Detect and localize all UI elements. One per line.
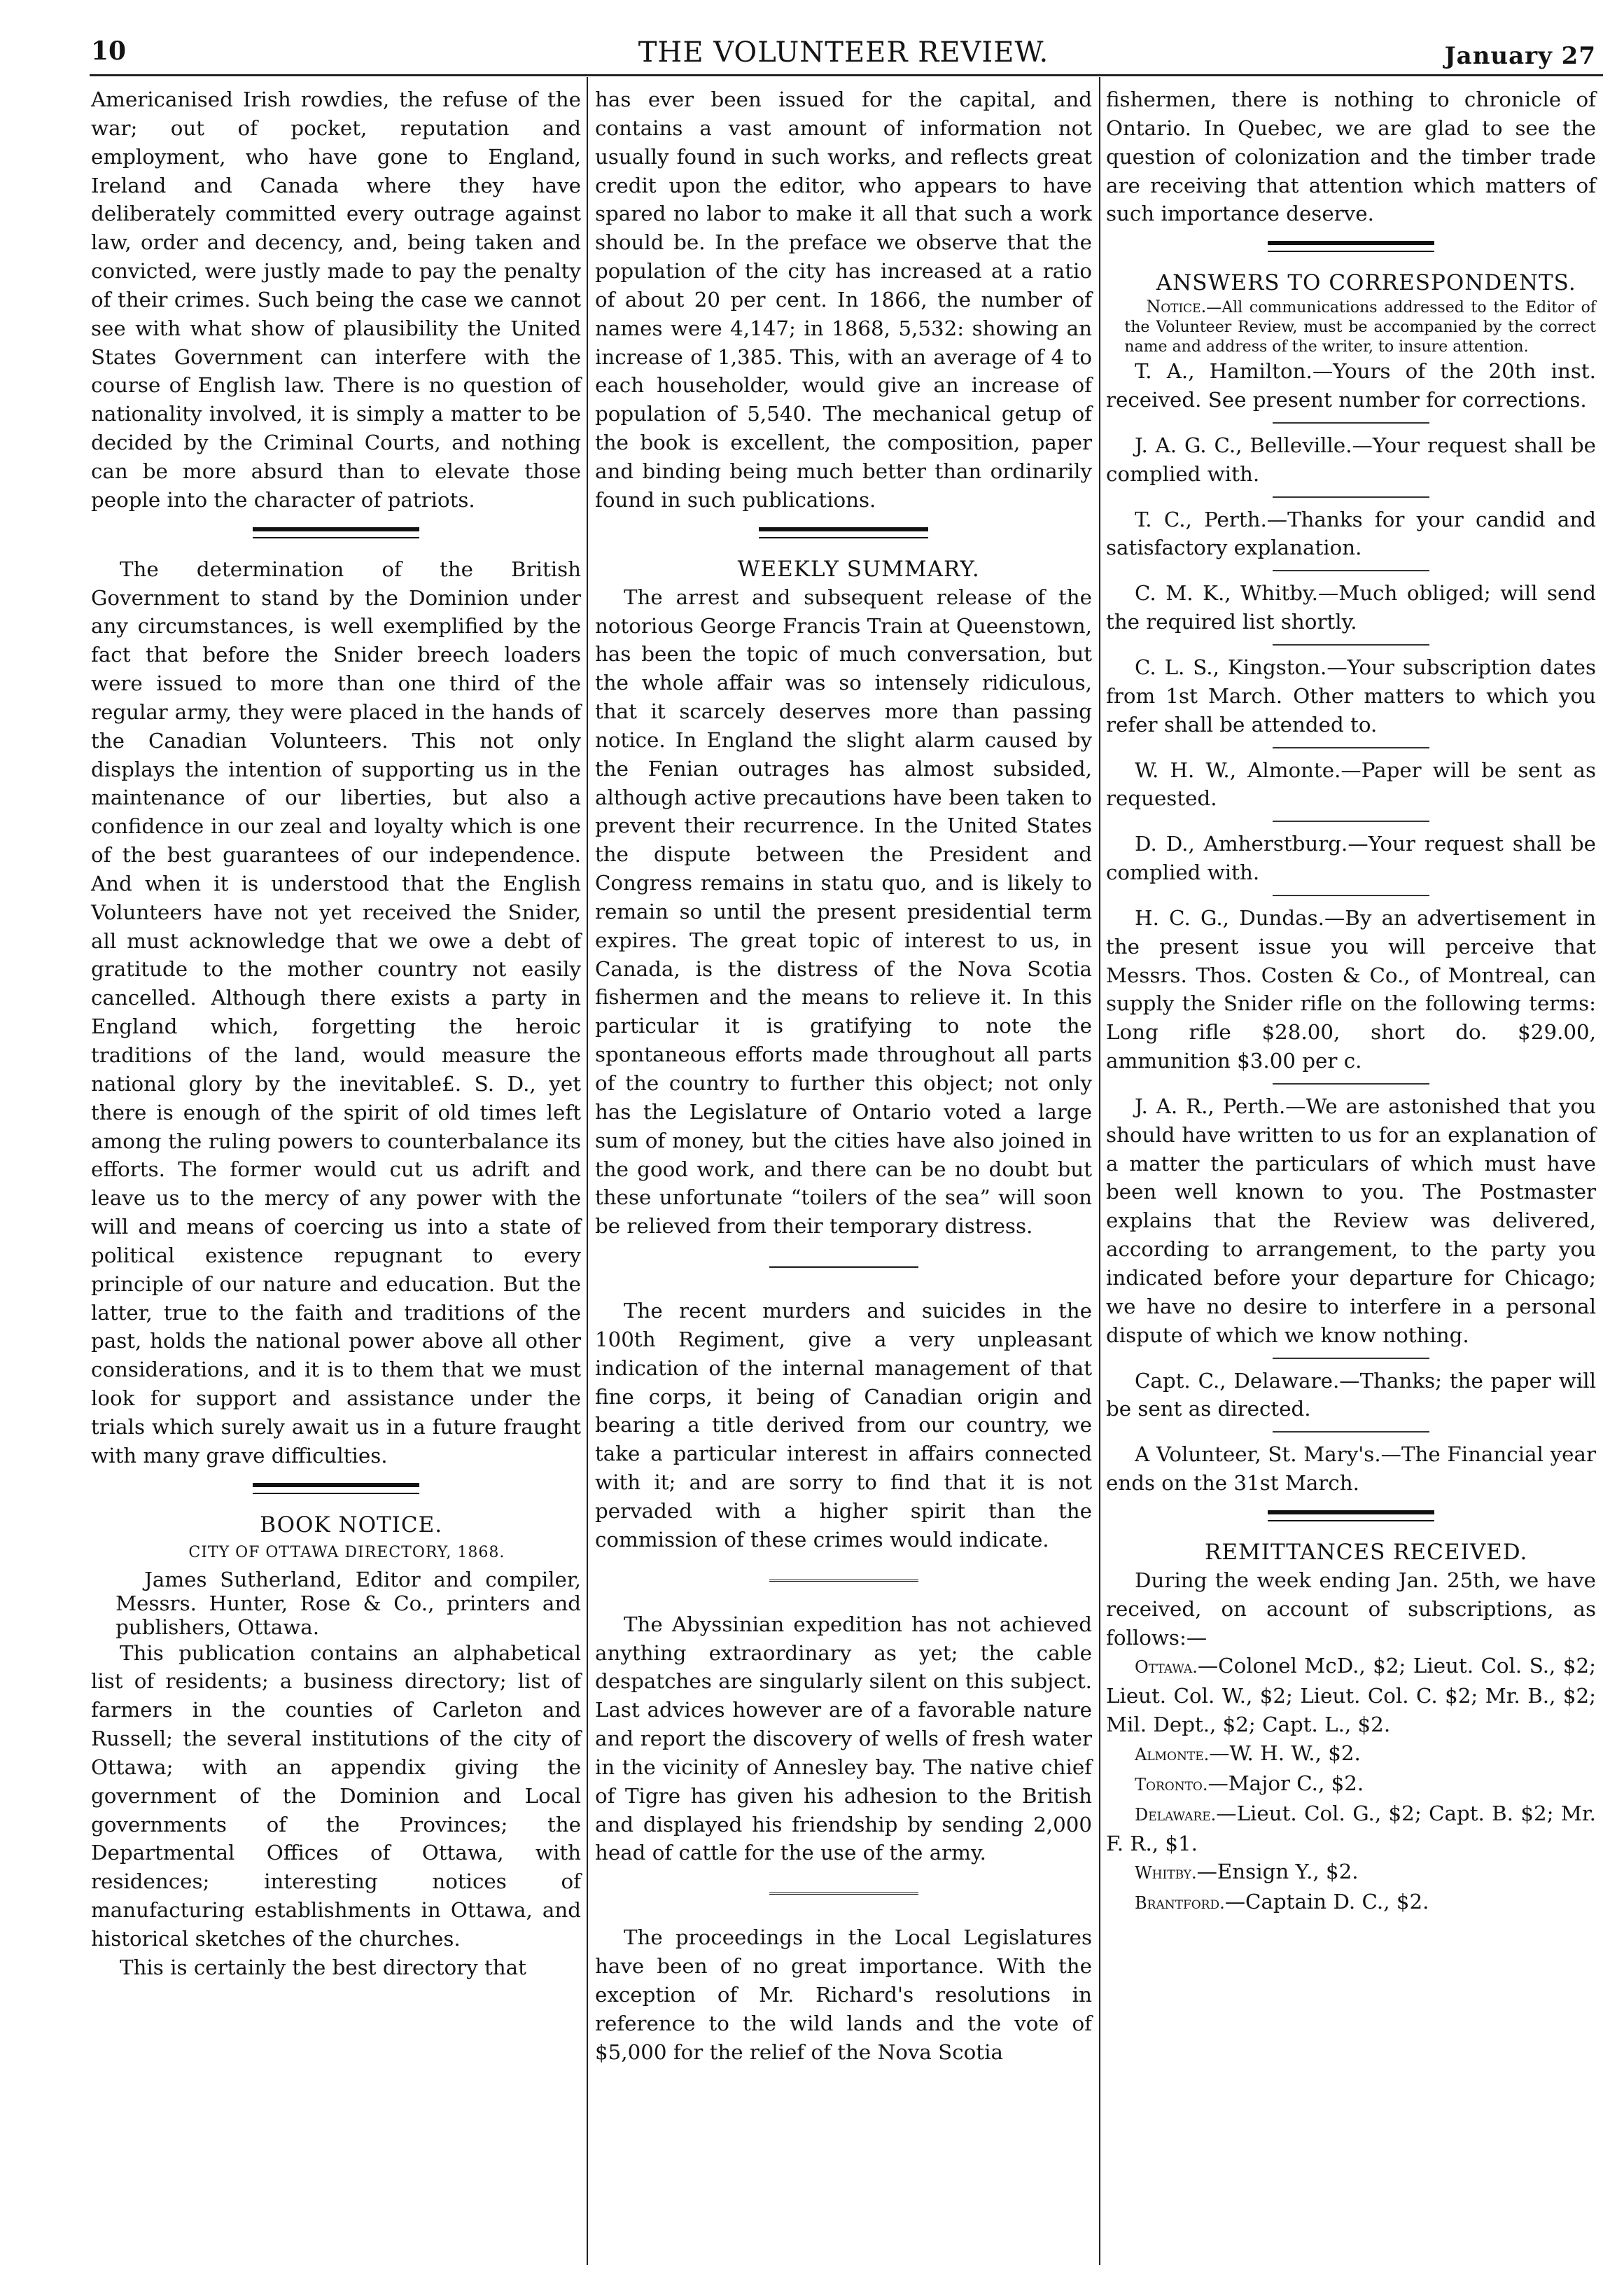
remittance-text: —Ensign Y., $2. <box>1196 1860 1359 1884</box>
column-3 <box>1106 85 1596 1918</box>
answer-item: D. D., Amherstburg.—Your request shall be complied with. <box>1106 832 1596 885</box>
weekly-summary-heading: WEEKLY SUMMARY. <box>737 556 980 582</box>
divider <box>1106 813 1596 830</box>
divider <box>1106 887 1596 904</box>
column-1 <box>91 85 581 1982</box>
answer-item: C. M. K., Whitby.—Much obliged; will send the required list shortly. <box>1106 581 1596 634</box>
remittance-text: —W. H. W., $2. <box>1209 1741 1361 1765</box>
answer-item: T. C., Perth.—Thanks for your candid and satisfactory explanation. <box>1106 507 1596 560</box>
remittance-place: Ottawa. <box>1135 1657 1198 1678</box>
remittance-entry <box>1106 1739 1596 1769</box>
paragraph: The recent murders and suicides in the 100th Regiment, give a very unpleasant indication of the internal management of that fine corps, it being of Canadian origin and bearing a title derived from our country, we take a particular interest in affairs connected with it; and are sorry to find that it is not pervaded with a higher spirit than the commission of these crimes would indicate. <box>595 1299 1092 1552</box>
section-divider <box>91 1470 581 1511</box>
answer-item: C. L. S., Kingston.—Your subscription dates from 1st March. Other matters to which you refer shall be attended to. <box>1106 655 1596 737</box>
remittance-entry <box>1106 1858 1596 1888</box>
remittance-place: Whitby. <box>1135 1863 1197 1883</box>
issue-date: January 27 <box>1444 42 1596 70</box>
remittance-entry <box>1106 1799 1596 1858</box>
paragraph: The arrest and subsequent release of the notorious George Francis Train at Queenstown, has been the topic of much conversation, but the whole affair was so intensely ridiculous, that it scarcely deserves more than passing notice. In England the slight alarm caused by the Fenian outrages has almost subsided, although active precautions have been taken to prevent their recurrence. In the United States the dispute between the President and Congress remains in statu quo, and is likely to remain so until the present presidential term expires. The great topic of interest to us, in Canada, is the distress of the Nova Scotia fishermen and the means to relieve it. In this particular it is gratifying to note the spontaneous efforts made throughout all parts of the country to further this object; not only has the Legislature of Ontario voted a large sum of money, but the cities have also joined in the good work, and there can be no doubt but these unfortunate “toilers of the sea” will soon be relieved from their temporary distress. <box>595 585 1092 1239</box>
divider <box>1106 636 1596 653</box>
paragraph: The Abyssinian expedition has not achieved anything extraordinary as yet; the cable despatches are singularly silent on this subject. Last advices however are of a favorable nature and report the discovery of wells of fresh water in the vicinity of Annesley bay. The native chief of Tigre has given his adhesion to the British and displayed his friendship by sending 2,000 head of cattle for the use of the army. <box>595 1612 1092 1865</box>
paragraph: fishermen, there is nothing to chronicle of Ontario. In Quebec, we are glad to see the question of colonization and the timber trade are receiving that attention which matters of such importance deserve. <box>1106 88 1596 226</box>
answers-heading: ANSWERS TO CORRESPONDENTS. <box>1156 270 1576 296</box>
remittance-place: Toronto. <box>1135 1774 1208 1794</box>
section-divider <box>595 1255 1092 1283</box>
paragraph: Americanised Irish rowdies, the refuse of the war; out of pocket, reputation and employment, who have gone to England, Ireland and Canada where they have deliberately committed every outrage against law, order and decency, and, being taken and convicted, were justly made to pay the penalty of their crimes. Such being the case we cannot see with what show of plausibility the United States Government can interfere with the course of English law. There is no question of nationality involved, it is simply a matter to be decided by the Criminal Courts, and nothing can be more absurd than to elevate those people into the character of patriots. <box>91 88 581 512</box>
header-rule <box>90 74 1603 76</box>
answer-item: T. A., Hamilton.—Yours of the 20th inst. received. See present number for corrections. <box>1106 359 1596 412</box>
paragraph: The determination of the British Government to stand by the Dominion under any circumstances, is well exemplified by the fact that before the Snider breech loaders were issued to more than one third of the regular army, they were placed in the hands of the Canadian Volunteers. This not only displays the intention of supporting us in the maintenance of our liberties, but also a confidence in our zeal and loyalty which is one of the best guarantees of our independence. And when it is understood that the English Volunteers have not yet received the Snider, all must acknowledge that we owe a debt of gratitude to the mother country not easily cancelled. Although there exists a party in England which, forgetting the heroic traditions of the land, would measure the national glory by the inevitable£. S. D., yet there is enough of the spirit of old times left among the ruling powers to counterbalance its efforts. The former would cut us adrift and leave us to the mercy of any power with the will and means of coercing us into a state of political existence repugnant to every principle of our nature and education. But the latter, true to the faith and traditions of the past, holds the national power above all other considerations, and it is to them that we must look for support and assistance under the trials which surely await us in a future fraught with many grave difficulties. <box>91 557 581 1468</box>
answer-item: J. A. G. C., Belleville.—Your request shall be complied with. <box>1106 433 1596 486</box>
column-rule-2 <box>1099 77 1100 2265</box>
book-publisher: James Sutherland, Editor and compiler, Messrs. Hunter, Rose & Co., printers and publishers, Ottawa. <box>115 1567 581 1639</box>
remittance-place: Delaware. <box>1135 1804 1217 1825</box>
divider <box>1106 562 1596 579</box>
page-header <box>91 36 1596 75</box>
paragraph: This is certainly the best directory that <box>120 1955 526 1979</box>
divider <box>1106 1075 1596 1092</box>
newspaper-title: THE VOLUNTEER REVIEW. <box>638 36 1049 69</box>
divider <box>1106 739 1596 756</box>
section-divider <box>595 1568 1092 1596</box>
answer-item: A Volunteer, St. Mary's.—The Financial year ends on the 31st March. <box>1106 1442 1596 1496</box>
section-divider <box>595 515 1092 555</box>
notice-label: Notice. <box>1146 297 1207 317</box>
remittance-place: Almonte. <box>1135 1744 1210 1764</box>
paragraph: This publication contains an alphabetical list of residents; a business directory; list of farmers in the counties of Carleton and Russell; the several institutions of the city of Ottawa; with an appendix giving the government of the Dominion and Local governments of the Provinces; the Departmental Offices of Ottawa, with residences; interesting notices of manufacturing establishments in Ottawa, and historical sketches of the churches. <box>91 1640 581 1951</box>
notice-text: —All communications addressed to the Editor of the Volunteer Review, must be accompanied by the correct name and address of the writer, to insure attention. <box>1124 299 1596 356</box>
column-rule-1 <box>587 77 588 2265</box>
remittance-place: Brantford. <box>1135 1893 1225 1914</box>
remittance-text: —Colonel McD., $2; Lieut. Col. S., $2; Lieut. Col. W., $2; Lieut. Col. C. $2; Mr. B., $2; Mil. Dept., $2; Capt. L., $2. <box>1106 1654 1596 1737</box>
answer-item: W. H. W., Almonte.—Paper will be sent as requested. <box>1106 758 1596 811</box>
remittance-text: —Major C., $2. <box>1208 1771 1364 1795</box>
page-number: 10 <box>91 36 127 66</box>
book-notice-heading: BOOK NOTICE. <box>260 1512 443 1538</box>
section-divider <box>1106 1498 1596 1538</box>
paragraph: has ever been issued for the capital, and contains a vast amount of information not usually found in such works, and reflects great credit upon the editor, who appears to have spared no labor to make it all that such a work should be. In the preface we observe that the population of the city has increased at a ratio of about 20 per cent. In 1866, the number of names were 4,147; in 1868, 5,532: showing an increase of 1,385. This, with an average of 4 to each householder, would give an increase of population of 5,540. The mechanical getup of the book is excellent, the composition, paper and binding being much better than ordinarily found in such publications. <box>595 88 1092 512</box>
answer-item: Capt. C., Delaware.—Thanks; the paper will be sent as directed. <box>1106 1368 1596 1421</box>
remittance-entry <box>1106 1888 1596 1918</box>
answer-item: J. A. R., Perth.—We are astonished that you should have written to us for an explanation of a matter the particulars of which must have been well known to you. The Postmaster explains that the Review was delivered, according to arrangement, to the party you indicated before your departure for Chicago; we have no desire to interfere in a personal dispute of which we know nothing. <box>1106 1094 1596 1347</box>
section-divider <box>1106 228 1596 269</box>
remittances-heading: REMITTANCES RECEIVED. <box>1205 1539 1528 1565</box>
notice <box>1106 297 1596 357</box>
paragraph: The proceedings in the Local Legislatures have been of no great importance. With the exception of Mr. Richard's resolutions in reference to the wild lands and the vote of $5,000 for the relief of the Nova Scotia <box>595 1925 1092 2064</box>
remittance-text: —Lieut. Col. G., $2; Capt. B. $2; Mr. F. R., $1. <box>1106 1801 1596 1855</box>
divider <box>1106 1423 1596 1440</box>
divider <box>1106 414 1596 431</box>
column-2 <box>595 85 1092 2066</box>
remittances-intro: During the week ending Jan. 25th, we have received, on account of subscriptions, as follows:— <box>1106 1568 1596 1650</box>
divider <box>1106 1350 1596 1367</box>
section-divider <box>595 1881 1092 1909</box>
section-divider <box>91 515 581 555</box>
remittance-text: —Captain D. C., $2. <box>1224 1890 1429 1914</box>
remittance-entry <box>1106 1652 1596 1739</box>
answer-item: H. C. G., Dundas.—By an advertisement in the present issue you will perceive that Messrs. Thos. Costen & Co., of Montreal, can supply the Snider rifle on the following terms: Long rifle $28.00, short do. $29.00, ammunition $3.00 per c. <box>1106 905 1596 1073</box>
remittance-entry <box>1106 1769 1596 1799</box>
book-notice-subheading: CITY OF OTTAWA DIRECTORY, 1868. <box>188 1543 505 1561</box>
divider <box>1106 489 1596 506</box>
